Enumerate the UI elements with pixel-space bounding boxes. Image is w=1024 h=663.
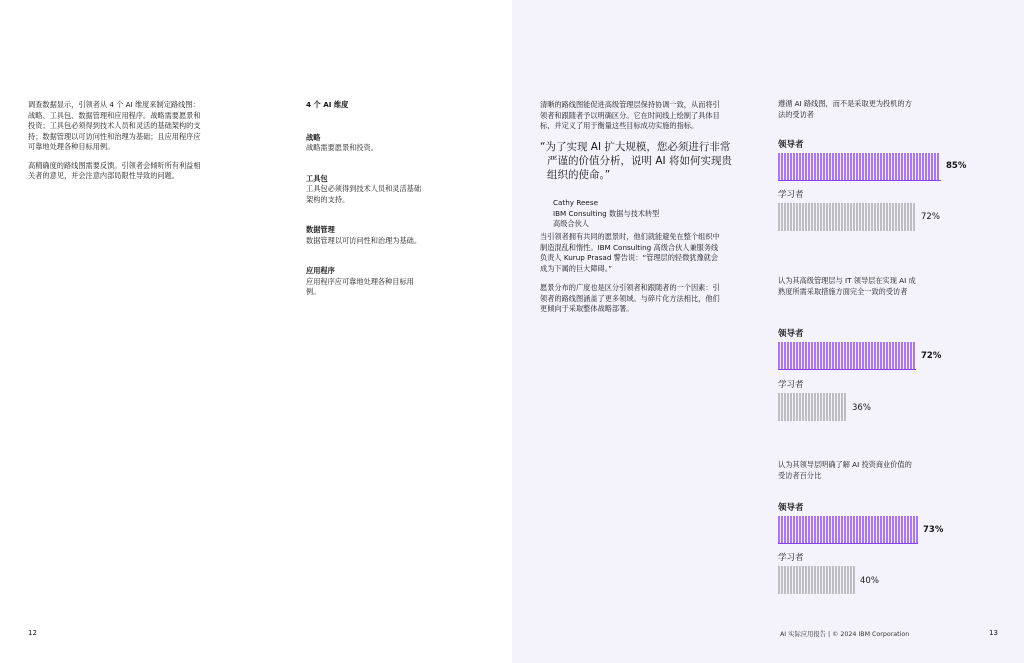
intro-paragraph-1: 调查数据显示，引领者从 4 个 AI 维度来制定路线图：战略、工具包、数据管理和应用程序。战略需要愿景和投资；工具包必须得到技术人员和灵活的基础架构的支持；数据管理以可访问性和治理为基础；且应用程序应可靠地处理各种目标用例。: [28, 100, 201, 151]
bar-graphic: [778, 203, 917, 231]
dimension-name: 战略: [306, 132, 321, 142]
stat-2-leaders-bar: [778, 342, 917, 370]
stat-2-intro: 认为其高级管理层与 IT 领导层在实现 AI 成熟度所需采取措施方面完全一致的受访者: [778, 276, 916, 296]
stat-1-learners-label: 学习者: [778, 190, 804, 200]
dimension-desc: 数据管理以可访问性和治理为基础。: [306, 235, 422, 245]
intro-paragraph-2: 高精确度的路线图需要反馈。引领者会倾听所有利益相关者的意见，并会注意内部局限性导致的问题。: [28, 160, 201, 180]
page-number-left: 12: [28, 629, 37, 637]
stat-1-leaders-label: 领导者: [778, 140, 804, 150]
dimension-toolkit: [306, 174, 426, 206]
stat-3-leaders-bar: [778, 516, 919, 544]
dimension-name: 工具包: [306, 173, 328, 183]
stat-3-learners-label: 学习者: [778, 553, 804, 563]
bar-graphic: [778, 566, 856, 594]
dimension-strategy: [306, 133, 426, 154]
stat-2-learners-value: 36%: [852, 403, 871, 413]
dimensions-title: 4 个 AI 维度: [306, 100, 349, 109]
body-para-3: 愿景分布的广度也是区分引领者和跟随者的一个因素：引领者的路线图涵盖了更多领域。与碎片化方法相比，他们更倾向于采取整体战略部署。: [540, 283, 720, 313]
stat-3-intro: 认为其领导层明确了解 AI 投资商业价值的受访者百分比: [778, 460, 912, 480]
stat-1-leaders-value: 85%: [946, 161, 967, 171]
stat-2-learners-bar: [778, 393, 848, 421]
footer-text: AI 实际应用报告 | © 2024 IBM Corporation: [780, 631, 910, 638]
page-number-right: 13: [989, 629, 998, 637]
stat-3-leaders-label: 领导者: [778, 503, 804, 513]
stat-1-learners-value: 72%: [921, 212, 940, 222]
dimensions-list: [306, 100, 426, 318]
dimension-applications: [306, 266, 426, 298]
stat-3-learners-value: 40%: [860, 576, 879, 586]
stat-3-leaders-value: 73%: [923, 525, 944, 535]
stat-1-intro: 遵循 AI 路线图，而不是采取更为投机的方法的受访者: [778, 99, 912, 119]
stat-3-learners-bar: [778, 566, 856, 594]
bar-graphic: [778, 342, 917, 370]
quote-author: Cathy Reese: [553, 198, 599, 207]
stat-2-leaders-label: 领导者: [778, 329, 804, 339]
intro-text: [28, 100, 204, 190]
stat-2-leaders-value: 72%: [921, 351, 942, 361]
stat-1-learners-bar: [778, 203, 917, 231]
stat-1-leaders-bar: [778, 153, 942, 181]
dimension-data-management: [306, 225, 426, 246]
dimension-desc: 应用程序应可靠地处理各种目标用例。: [306, 276, 414, 296]
pull-quote: [540, 140, 740, 230]
bar-graphic: [778, 516, 919, 544]
dimension-name: 应用程序: [306, 266, 335, 275]
quote-role-line-1: IBM Consulting 数据与技术转型: [553, 208, 660, 218]
stat-2-learners-label: 学习者: [778, 380, 804, 390]
quote-text: “为了实现 AI 扩大规模，您必须进行非常严谨的价值分析，说明 AI 将如何实现贵组织的使命。”: [540, 141, 732, 181]
bar-graphic: [778, 153, 942, 181]
dimension-desc: 工具包必须得到技术人员和灵活基础架构的支持。: [306, 184, 422, 204]
body-top: 清晰的路线图能促进高级管理层保持协调一致，从而将引领者和跟随者予以明确区分。它在时间线上绘制了具体目标，并定义了用于衡量这些目标成功实施的指标。: [540, 100, 720, 130]
dimension-name: 数据管理: [306, 225, 335, 234]
dimension-desc: 战略需要愿景和投资。: [306, 143, 378, 152]
bar-graphic: [778, 393, 848, 421]
quote-role-line-2: 高级合伙人: [553, 219, 589, 228]
body-para-2: 当引领者拥有共同的愿景时，他们就能避免在整个组织中制造混乱和惰性。IBM Consulting 高级合伙人兼服务线负责人 Kurup Prasad 警告说：“管理层的轻微犹豫就会成为下属的巨大障碍。”: [540, 232, 720, 273]
